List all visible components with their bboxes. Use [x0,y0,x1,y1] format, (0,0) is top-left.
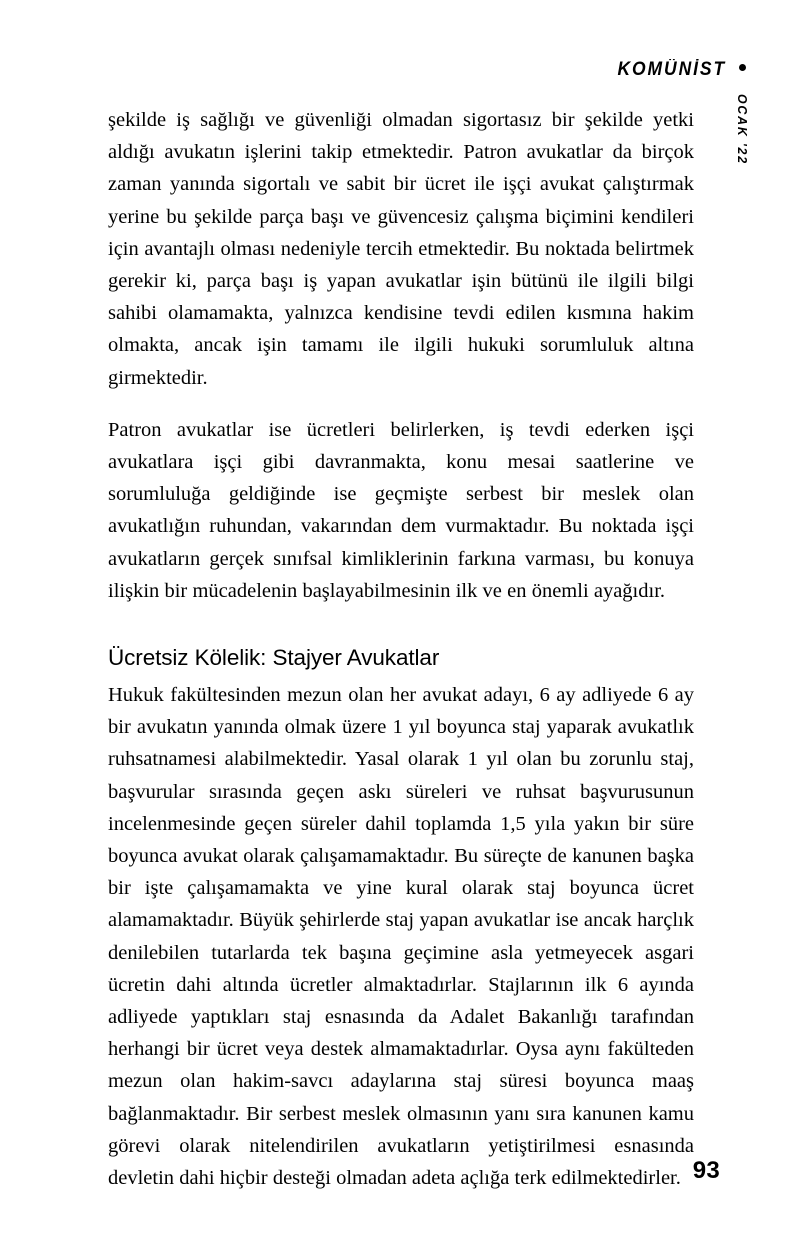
paragraph: Patron avukatlar ise ücretleri belirlerken, iş tevdi ederken işçi avukatlara işçi gibi davranmakta, konu mesai saatlerine ve sorumluluğa geldiğinde ise geçmişte serbest bir meslek olan avukatlığın ruhundan, vakarından dem vurmaktadır. Bu noktada işçi avukatların gerçek sınıfsal kimliklerinin farkına varması, bu konuya ilişkin bir mücadelenin başlayabilmesinin ilk ve en önemli ayağıdır. [108,418,694,602]
paragraph: şekilde iş sağlığı ve güvenliği olmadan sigortasız bir şekilde yetki aldığı avukatın işlerini takip etmektedir. Patron avukatlar da birçok zaman yanında sigortalı ve sabit bir ücret ile işçi avukat çalıştırmak yerine bu şekilde parça başı ve güvencesiz çalışma biçimini kendileri için avantajlı olması nedeniyle tercih etmektedir. Bu noktada belirtmek gerekir ki, parça başı iş yapan avukatlar işin bütünü ile ilgili bilgi sahibi olamamakta, yalnızca kendisine tevdi edilen kısmına hakim olmakta, ancak işin tamamı ile ilgili hukuki sorumluluk altına girmektedir. [108,109,694,389]
bullet-dot-icon [739,64,746,71]
text-column [108,104,694,1194]
issue-date: OCAK '22 [735,94,750,165]
publication-title: KOMÜNİST [617,59,726,80]
page-number: 93 [692,1157,720,1184]
section-heading: Ücretsiz Kölelik: Stajyer Avukatlar [108,645,440,671]
paragraph: Hukuk fakültesinden mezun olan her avukat adayı, 6 ay adliyede 6 ay bir avukatın yanında olmak üzere 1 yıl boyunca staj yaparak avukatlık ruhsatnamesi alabilmektedir. Yasal olarak 1 yıl olan bu zorunlu staj, başvurular sırasında geçen askı süreleri ve ruhsat başvurusunun incelenmesinde geçen süreler dahil toplamda 1,5 yıla yakın bir süre boyunca avukat olarak çalışamamaktadır. Bu süreçte de kanunen başka bir işte çalışamamakta ve yine kural olarak staj boyunca ücret alamamaktadır. Büyük şehirlerde staj yapan avukatlar ise ancak harçlık denilebilen tutarlarda tek başına geçimine asla yetmeyecek asgari ücretin dahi altında ücretler almaktadırlar. Stajlarının ilk 6 ayında adliyede yaptıkları staj esnasında da Adalet Bakanlığı tarafından herhangi bir ücret veya destek almamaktadırlar. Oysa aynı fakülteden mezun olan hakim-savcı adaylarına staj süresi boyunca maaş bağlanmaktadır. Bir serbest meslek olmasının yanı sıra kanunen kamu görevi olarak nitelendirilen avukatların yetiştirilmesi esnasında devletin dahi hiçbir desteği olmadan adeta açlığa terk edilmektedirler. [108,684,694,1190]
